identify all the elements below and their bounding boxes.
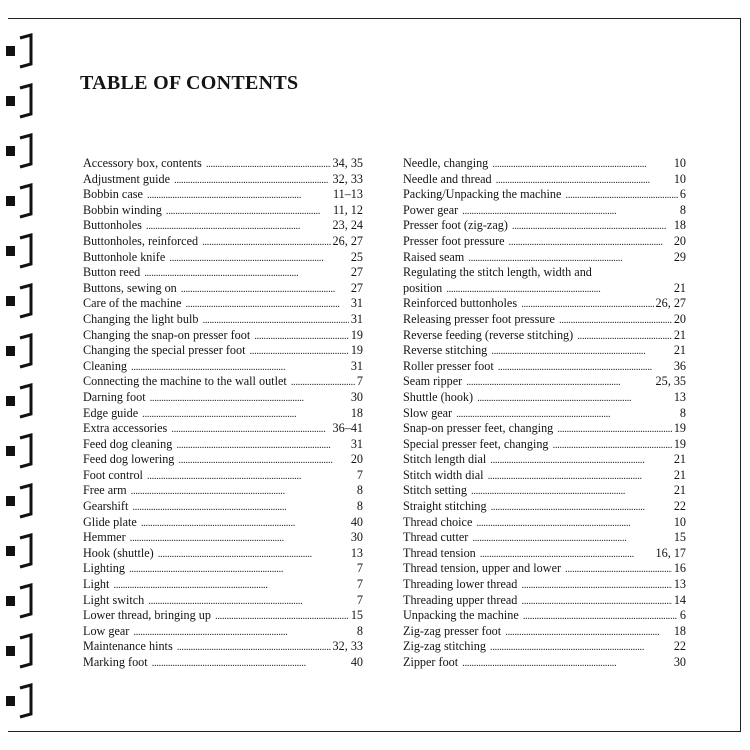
toc-entry: [83, 577, 363, 593]
toc-entry: [83, 343, 363, 359]
toc-entry: [83, 452, 363, 468]
dot-leader: [131, 484, 355, 500]
toc-entry-title: Feed dog cleaning: [83, 436, 173, 451]
toc-entry-page: 25: [350, 249, 363, 264]
toc-entry-title: Slow gear: [403, 405, 453, 420]
toc-entry-title: Lower thread, bringing up: [83, 608, 211, 623]
dot-leader: [557, 422, 672, 438]
toc-entry: [403, 577, 686, 593]
toc-entry-title: Feed dog lowering: [83, 452, 175, 467]
toc-entry-title: position: [403, 280, 443, 295]
toc-entry-title: Zipper foot: [403, 655, 459, 669]
dot-leader: [176, 438, 348, 454]
toc-entry-page: 31: [350, 296, 363, 311]
toc-entry-title: Reverse stitching: [403, 343, 488, 358]
toc-column-left: [83, 156, 363, 671]
dot-leader: [174, 173, 331, 189]
toc-entry-title: Darning foot: [83, 389, 146, 404]
page-title: TABLE OF CONTENTS: [80, 72, 299, 94]
toc-entry: [403, 156, 686, 172]
toc-entry: [403, 172, 686, 188]
toc-entry-title: Glide plate: [83, 514, 137, 529]
toc-entry: [83, 296, 363, 312]
dot-leader: [158, 547, 349, 563]
toc-entry: [403, 328, 686, 344]
toc-entry-page: 16: [673, 561, 686, 576]
toc-entry-page: 30: [350, 530, 363, 545]
toc-entry: [403, 546, 686, 562]
toc-entry-title: Shuttle (hook): [403, 389, 474, 404]
binding-hole: [6, 546, 15, 556]
toc-entry-title: Raised seam: [403, 249, 465, 264]
toc-entry-page: 32, 33: [332, 639, 363, 654]
toc-entry-title: Snap-on presser feet, changing: [403, 421, 554, 436]
toc-entry: [83, 374, 363, 390]
toc-entry-page: 30: [350, 389, 363, 404]
dot-leader: [496, 173, 672, 189]
binding-ring: [20, 235, 31, 267]
toc-entry-title: Buttons, sewing on: [83, 280, 177, 295]
dot-leader: [132, 500, 355, 516]
dot-leader: [480, 547, 654, 563]
dot-leader: [491, 344, 672, 360]
toc-entry-title: Connecting the machine to the wall outlet: [83, 374, 287, 389]
toc-entry-page: 6: [679, 608, 686, 623]
binding-hole: [6, 396, 15, 406]
toc-entry-title: Regulating the stitch length, width and: [403, 265, 592, 280]
dot-leader: [466, 375, 653, 391]
dot-leader: [206, 157, 331, 173]
toc-entry: [83, 546, 363, 562]
toc-entry: [403, 203, 686, 219]
toc-entry-title: Foot control: [83, 467, 143, 482]
toc-entry-title: Gearshift: [83, 499, 129, 514]
toc-entry-title: Threading lower thread: [403, 577, 518, 592]
toc-entry-page: 7: [356, 374, 363, 389]
toc-entry: [403, 499, 686, 515]
toc-entry: [83, 437, 363, 453]
toc-entry: [83, 530, 363, 546]
toc-entry: [403, 374, 686, 390]
toc-entry: [403, 530, 686, 546]
dot-leader: [171, 422, 330, 438]
dot-leader: [565, 188, 678, 204]
binding-ring: [20, 185, 31, 217]
toc-entry-page: 13: [350, 545, 363, 560]
toc-entry-page: 8: [356, 499, 363, 514]
dot-leader: [169, 251, 349, 267]
toc-entry: [403, 265, 686, 281]
toc-entry-title: Needle, changing: [403, 156, 489, 170]
binding-ring: [20, 535, 31, 567]
binding-hole: [6, 46, 15, 56]
toc-entry: [403, 234, 686, 250]
binding-ring: [20, 635, 31, 667]
toc-entry-title: Accessory box, contents: [83, 156, 202, 170]
toc-entry-title: Care of the machine: [83, 296, 182, 311]
toc-entry-title: Stitch length dial: [403, 452, 487, 467]
binding-ring: [20, 285, 31, 317]
toc-entry: [83, 624, 363, 640]
spiral-binding: [0, 24, 44, 724]
toc-entry-page: 19: [350, 327, 363, 342]
toc-entry: [83, 265, 363, 281]
toc-entry: [83, 593, 363, 609]
toc-entry: [403, 655, 686, 671]
binding-hole: [6, 646, 15, 656]
toc-entry: [403, 343, 686, 359]
toc-entry-title: Buttonholes: [83, 218, 142, 233]
toc-entry-page: 30: [673, 655, 686, 669]
dot-leader: [129, 562, 355, 578]
toc-entry-page: 27: [350, 265, 363, 280]
dot-leader: [477, 391, 672, 407]
dot-leader: [512, 219, 672, 235]
dot-leader: [476, 516, 671, 532]
toc-entry-title: Hemmer: [83, 530, 126, 545]
toc-entry-page: 26, 27: [655, 296, 686, 311]
binding-hole: [6, 196, 15, 206]
toc-entry-title: Lighting: [83, 561, 125, 576]
toc-entry-page: 7: [356, 467, 363, 482]
toc-entry: [403, 406, 686, 422]
dot-leader: [456, 407, 678, 423]
dot-leader: [202, 235, 330, 251]
toc-entry-title: Packing/Unpacking the machine: [403, 187, 562, 202]
toc-entry-page: 31: [350, 358, 363, 373]
toc-entry-title: Light: [83, 577, 110, 592]
binding-ring: [20, 685, 31, 717]
toc-entry-title: Presser foot pressure: [403, 233, 505, 248]
toc-entry-title: Thread tension, upper and lower: [403, 561, 562, 576]
dot-leader: [254, 329, 349, 345]
binding-hole: [6, 296, 15, 306]
binding-ring: [20, 85, 31, 117]
dot-leader: [181, 282, 349, 298]
toc-column-right: [403, 156, 686, 671]
dot-leader: [185, 297, 348, 313]
toc-entry: [83, 421, 363, 437]
dot-leader: [509, 235, 672, 251]
toc-entry-title: Bobbin case: [83, 187, 143, 202]
dot-leader: [505, 625, 672, 641]
toc-entry-title: Reverse feeding (reverse stitching): [403, 327, 574, 342]
toc-entry-title: Zig-zag presser foot: [403, 623, 502, 638]
toc-entry-page: 8: [679, 202, 686, 217]
toc-entry-page: 8: [679, 405, 686, 420]
toc-entry: [83, 250, 363, 266]
toc-entry: [83, 281, 363, 297]
binding-hole: [6, 496, 15, 506]
toc-entry-title: Light switch: [83, 592, 145, 607]
toc-entry-title: Unpacking the machine: [403, 608, 519, 623]
dot-leader: [148, 594, 355, 610]
toc-entry: [83, 608, 363, 624]
dot-leader: [249, 344, 348, 360]
toc-entry-page: 22: [673, 639, 686, 654]
dot-leader: [166, 204, 331, 220]
toc-entry-page: 40: [350, 655, 363, 669]
binding-hole: [6, 596, 15, 606]
toc-entry-title: Cleaning: [83, 358, 128, 373]
toc-entry-title: Stitch width dial: [403, 467, 484, 482]
toc-entry-title: Seam ripper: [403, 374, 463, 389]
toc-entry: [403, 483, 686, 499]
toc-entry-title: Zig-zag stitching: [403, 639, 486, 654]
binding-ring: [20, 135, 31, 167]
toc-entry-title: Special presser feet, changing: [403, 436, 549, 451]
toc-entry: [83, 655, 363, 671]
dot-leader: [553, 438, 672, 454]
dot-leader: [144, 266, 349, 282]
dot-leader: [113, 578, 355, 594]
dot-leader: [491, 500, 672, 516]
toc-entry-page: 16, 17: [655, 545, 686, 560]
toc-entry-page: 27: [350, 280, 363, 295]
toc-entry: [83, 218, 363, 234]
binding-ring: [20, 485, 31, 517]
toc-entry: [83, 406, 363, 422]
dot-leader: [133, 625, 355, 641]
dot-leader: [490, 453, 672, 469]
toc-entry-page: 15: [673, 530, 686, 545]
binding-hole: [6, 146, 15, 156]
toc-entry: [403, 452, 686, 468]
toc-entry-page: 21: [673, 327, 686, 342]
toc-entry: [403, 421, 686, 437]
toc-entry: [83, 187, 363, 203]
toc-entry-page: 26, 27: [332, 233, 363, 248]
toc-entry-title: Stitch setting: [403, 483, 467, 498]
toc-entry-title: Thread choice: [403, 514, 473, 529]
toc-entry-page: 13: [673, 389, 686, 404]
toc-entry-page: 32, 33: [332, 171, 363, 186]
toc-entry-page: 25, 35: [655, 374, 686, 389]
toc-entry: [83, 172, 363, 188]
toc-entry-page: 10: [673, 156, 686, 170]
toc-entry-page: 40: [350, 514, 363, 529]
toc-entry-page: 7: [356, 592, 363, 607]
toc-entry: [403, 218, 686, 234]
toc-entry-title: Releasing presser foot pressure: [403, 311, 555, 326]
toc-entry: [403, 187, 686, 203]
binding-ring: [20, 385, 31, 417]
toc-entry: [403, 437, 686, 453]
binding-ring: [20, 435, 31, 467]
toc-entry-title: Free arm: [83, 483, 127, 498]
toc-entry-title: Buttonhole knife: [83, 249, 166, 264]
toc-entry-page: 13: [673, 577, 686, 592]
toc-entry-title: Hook (shuttle): [83, 545, 154, 560]
toc-entry-title: Low gear: [83, 623, 130, 638]
toc-entry-title: Adjustment guide: [83, 171, 170, 186]
toc-entry: [403, 312, 686, 328]
binding-hole: [6, 246, 15, 256]
toc-entry-title: Reinforced buttonholes: [403, 296, 518, 311]
dot-leader: [146, 219, 331, 235]
dot-leader: [498, 360, 672, 376]
dot-leader: [468, 251, 672, 267]
dot-leader: [521, 594, 671, 610]
toc-entry: [83, 203, 363, 219]
dot-leader: [559, 313, 672, 329]
dot-leader: [147, 469, 355, 485]
dot-leader: [215, 609, 349, 625]
toc-entry: [403, 390, 686, 406]
toc-entry-title: Extra accessories: [83, 421, 168, 436]
toc-entry: [403, 624, 686, 640]
dot-leader: [130, 531, 349, 547]
toc-entry-page: 21: [673, 452, 686, 467]
dot-leader: [147, 188, 331, 204]
toc-entry-title: Power gear: [403, 202, 459, 217]
toc-entry: [83, 390, 363, 406]
toc-entry-page: 19: [673, 421, 686, 436]
toc-entry-title: Changing the snap-on presser foot: [83, 327, 251, 342]
dot-leader: [462, 204, 678, 220]
toc-entry-page: 11–13: [332, 187, 363, 202]
dot-leader: [565, 562, 672, 578]
toc-entry-page: 21: [673, 280, 686, 295]
toc-entry-title: Straight stitching: [403, 499, 487, 514]
binding-ring: [20, 585, 31, 617]
dot-leader: [291, 375, 355, 391]
dot-leader: [521, 297, 653, 313]
toc-entry: [403, 561, 686, 577]
toc-entry: [83, 234, 363, 250]
dot-leader: [150, 391, 349, 407]
toc-entry: [403, 281, 686, 297]
toc-entry-title: Buttonholes, reinforced: [83, 233, 199, 248]
dot-leader: [471, 484, 672, 500]
dot-leader: [142, 407, 349, 423]
toc-entry-title: Needle and thread: [403, 171, 492, 186]
toc-entry-page: 31: [350, 436, 363, 451]
toc-entry-page: 6: [679, 187, 686, 202]
toc-entry-page: 8: [356, 483, 363, 498]
toc-entry-title: Changing the special presser foot: [83, 343, 246, 358]
binding-hole: [6, 96, 15, 106]
toc-entry: [83, 312, 363, 328]
toc-entry: [403, 639, 686, 655]
dot-leader: [462, 656, 672, 672]
dot-leader: [523, 609, 678, 625]
toc-entry-page: 19: [673, 436, 686, 451]
toc-entry: [403, 608, 686, 624]
toc-entry-page: 10: [673, 171, 686, 186]
toc-entry-page: 20: [350, 452, 363, 467]
toc-entry-page: 23, 24: [332, 218, 363, 233]
dot-leader: [446, 282, 672, 298]
toc-entry-page: 36: [673, 358, 686, 373]
toc-entry-page: 20: [673, 311, 686, 326]
dot-leader: [472, 531, 672, 547]
dot-leader: [177, 640, 331, 656]
toc-entry-title: Edge guide: [83, 405, 139, 420]
toc-entry: [83, 639, 363, 655]
toc-entry-title: Changing the light bulb: [83, 311, 199, 326]
toc-entry: [83, 156, 363, 172]
toc-entry: [83, 483, 363, 499]
toc-entry-page: 7: [356, 561, 363, 576]
toc-entry-page: 18: [673, 623, 686, 638]
toc-entry: [403, 515, 686, 531]
toc-entry-page: 18: [673, 218, 686, 233]
binding-hole: [6, 346, 15, 356]
toc-entry-page: 19: [350, 343, 363, 358]
toc-entry-title: Thread tension: [403, 545, 476, 560]
toc-entry: [83, 515, 363, 531]
spiral-binding-graphic: [0, 24, 44, 724]
toc-entry-page: 21: [673, 483, 686, 498]
toc-entry: [403, 250, 686, 266]
dot-leader: [131, 360, 349, 376]
toc-entry-page: 22: [673, 499, 686, 514]
dot-leader: [521, 578, 671, 594]
dot-leader: [488, 469, 672, 485]
binding-ring: [20, 335, 31, 367]
toc-entry: [83, 359, 363, 375]
toc-entry: [403, 359, 686, 375]
toc-entry-title: Marking foot: [83, 655, 148, 669]
toc-entry-page: 14: [673, 592, 686, 607]
toc-entry: [83, 561, 363, 577]
dot-leader: [490, 640, 672, 656]
dot-leader: [577, 329, 672, 345]
toc-entry-page: 8: [356, 623, 363, 638]
toc-entry-title: Maintenance hints: [83, 639, 173, 654]
toc-entry-page: 11, 12: [332, 202, 363, 217]
toc-entry-page: 31: [350, 311, 363, 326]
toc-entry: [83, 468, 363, 484]
toc-entry-title: Bobbin winding: [83, 202, 162, 217]
toc-entry-page: 34, 35: [332, 156, 363, 170]
dot-leader: [178, 453, 348, 469]
toc-entry-page: 21: [673, 467, 686, 482]
toc-entry: [403, 593, 686, 609]
binding-ring: [20, 35, 31, 67]
toc-entry-title: Presser foot (zig-zag): [403, 218, 508, 233]
toc-entry-page: 7: [356, 577, 363, 592]
toc-entry: [83, 499, 363, 515]
toc-entry: [83, 328, 363, 344]
toc-entry-title: Threading upper thread: [403, 592, 518, 607]
toc-entry-title: Button reed: [83, 265, 141, 280]
toc-entry: [403, 468, 686, 484]
binding-hole: [6, 446, 15, 456]
toc-entry-page: 20: [673, 233, 686, 248]
dot-leader: [492, 157, 672, 173]
toc-entry-page: 15: [350, 608, 363, 623]
dot-leader: [141, 516, 349, 532]
toc-entry-title: Thread cutter: [403, 530, 469, 545]
toc-entry-page: 10: [673, 514, 686, 529]
toc-entry-page: 29: [673, 249, 686, 264]
toc-entry: [403, 296, 686, 312]
toc-entry-page: 18: [350, 405, 363, 420]
toc-entry-title: Roller presser foot: [403, 358, 494, 373]
toc-entry-page: 21: [673, 343, 686, 358]
binding-hole: [6, 696, 15, 706]
dot-leader: [202, 313, 348, 329]
dot-leader: [152, 656, 349, 672]
toc-entry-page: 36–41: [332, 421, 363, 436]
